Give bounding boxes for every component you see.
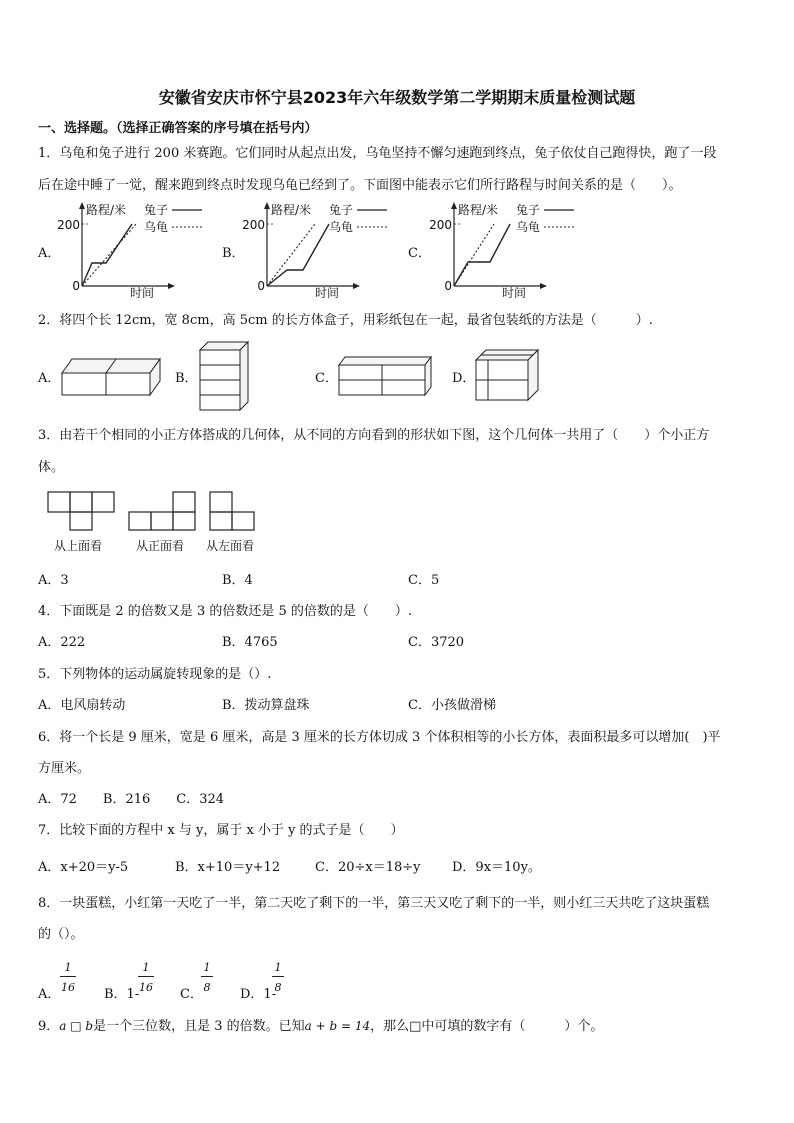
q7-option-d: D．9x＝10y。 <box>452 860 541 875</box>
tick-label-200: 200 <box>429 218 452 232</box>
q8-frac-d-num: 1 <box>274 961 282 974</box>
legend-rabbit-label: 兔子 <box>144 203 169 217</box>
q4-option-a: A．222 <box>38 635 86 650</box>
tick-label-0: 0 <box>444 279 452 293</box>
q3-option-b: B．4 <box>222 573 253 588</box>
legend-rabbit-label: 兔子 <box>516 203 541 217</box>
q7-option-a: A．x+20＝y-5 <box>38 860 129 875</box>
q1-graph-b <box>242 200 405 300</box>
q4-option-b: B．4765 <box>222 635 278 650</box>
y-axis-arrow <box>451 202 457 209</box>
tick-label-0: 0 <box>257 279 265 293</box>
q9-text-middle: 是一个三位数，且是 3 的倍数。已知 <box>93 1019 305 1034</box>
q8-option-a: A． <box>38 987 61 1002</box>
y-axis-label: 路程/米 <box>86 203 127 217</box>
q7-option-c: C．20÷x＝18÷y <box>315 860 421 875</box>
x-axis-label: 时间 <box>502 286 527 300</box>
legend-rabbit-label: 兔子 <box>329 203 354 217</box>
q1-line2: 后在途中睡了一觉，醒来跑到终点时发现乌龟已经到了。下面图中能表示它们所行路程与时间关系的是（ ）。 <box>38 178 682 193</box>
legend-turtle-label: 乌龟 <box>329 220 354 234</box>
q2-box-b <box>198 340 258 412</box>
q8-frac-b-den: 16 <box>139 981 153 994</box>
legend-turtle-label: 乌龟 <box>516 220 541 234</box>
q5-option-b: B．拨动算盘珠 <box>222 698 310 713</box>
q8-frac-c-num: 1 <box>203 961 211 974</box>
q2-option-d: D． <box>452 371 476 386</box>
q3-option-a: A．3 <box>38 573 69 588</box>
q1-option-a: A． <box>38 246 61 261</box>
q2-option-c: C． <box>315 371 338 386</box>
q8-frac-c-den: 8 <box>203 981 211 994</box>
q2-box-c <box>337 355 437 400</box>
q9-expression-digits: a □ b <box>59 1019 94 1033</box>
q9-text-tail: ，那么□中可填的数字有（ ）个。 <box>370 1019 604 1034</box>
q3-views-figure <box>46 490 276 530</box>
q8-option-c: C． <box>180 987 203 1002</box>
x-axis-arrow <box>540 283 547 289</box>
tick-label-0: 0 <box>72 279 80 293</box>
q3-view-top-label: 从上面看 <box>54 539 103 553</box>
q3-view-front-label: 从正面看 <box>136 539 185 553</box>
q8-frac-a-den: 16 <box>61 981 75 994</box>
turtle-path <box>267 224 315 286</box>
q8-frac-a-num: 1 <box>64 961 72 974</box>
q5-option-c: C．小孩做滑梯 <box>408 698 496 713</box>
y-axis-label: 路程/米 <box>271 203 312 217</box>
q3-line1: 3．由若干个相同的小正方体搭成的几何体，从不同的方向看到的形状如下图，这个几何体一共用了（ ）个小正方 <box>38 428 710 443</box>
q8-line1: 8．一块蛋糕，小红第一天吃了一半，第二天吃了剩下的一半，第三天又吃了剩下的一半，则小红三天共吃了这块蛋糕 <box>38 896 710 911</box>
y-axis-arrow <box>264 202 270 209</box>
section-heading: 一、选择题。（选择正确答案的序号填在括号内） <box>38 121 318 136</box>
q5-option-a: A．电风扇转动 <box>38 698 126 713</box>
x-axis-arrow <box>353 283 360 289</box>
q1-graph-c <box>429 200 592 300</box>
q2-box-d <box>474 348 544 404</box>
q3-view-left-label: 从左面看 <box>206 539 255 553</box>
q3-line2: 体。 <box>38 460 65 475</box>
legend-turtle-label: 乌龟 <box>144 220 169 234</box>
q9-expression-sum: a + b = 14 <box>304 1019 371 1033</box>
rabbit-path <box>454 224 510 286</box>
q2-option-b: B． <box>175 371 198 386</box>
tick-label-200: 200 <box>57 218 80 232</box>
q2-option-a: A． <box>38 371 61 386</box>
q8-frac-b-num: 1 <box>142 961 150 974</box>
q5-text: 5．下列物体的运动属旋转现象的是（）. <box>38 667 272 682</box>
x-axis-label: 时间 <box>130 286 155 300</box>
q3-option-c: C．5 <box>408 573 440 588</box>
q9-number: 9． <box>38 1019 60 1034</box>
q4-option-c: C．3720 <box>408 635 465 650</box>
q8-frac-d-den: 8 <box>274 981 282 994</box>
q7-option-b: B．x+10＝y+12 <box>175 860 281 875</box>
q2-text: 2．将四个长 12cm，宽 8cm，高 5cm 的长方体盒子，用彩纸包在一起，最省包装纸的方法是（ ）. <box>38 313 653 328</box>
rabbit-path <box>267 224 329 286</box>
rabbit-path <box>82 224 132 286</box>
q6-options: A．72 B．216 C．324 <box>38 792 225 807</box>
q6-line2: 方厘米。 <box>38 761 91 776</box>
page-title: 安徽省安庆市怀宁县2023年六年级数学第二学期期末质量检测试题 <box>158 88 636 107</box>
q1-line1: 1．乌龟和兔子进行 200 米赛跑。它们同时从起点出发，乌龟坚持不懈匀速跑到终点，兔子依仗自己跑得快，跑了一段 <box>38 146 717 161</box>
tick-label-200: 200 <box>242 218 265 232</box>
q1-option-c: C． <box>408 246 431 261</box>
q9-line <box>38 1020 603 1033</box>
q4-text: 4．下面既是 2 的倍数又是 3 的倍数还是 5 的倍数的是（ ）. <box>38 604 413 619</box>
q8-option-b: B．1- <box>104 987 140 1002</box>
q2-box-a <box>60 355 170 400</box>
y-axis-label: 路程/米 <box>458 203 499 217</box>
y-axis-arrow <box>79 202 85 209</box>
q6-line1: 6．将一个长是 9 厘米，宽是 6 厘米，高是 3 厘米的长方体切成 3 个体积相等的小长方体，表面积最多可以增加( )平 <box>38 730 721 745</box>
q1-graph-a <box>57 200 220 300</box>
q8-line2: 的（）。 <box>38 927 84 942</box>
x-axis-arrow <box>168 283 175 289</box>
q1-option-b: B． <box>222 246 245 261</box>
x-axis-label: 时间 <box>315 286 340 300</box>
q8-option-d: D．1- <box>240 987 277 1002</box>
q7-text: 7．比较下面的方程中 x 与 y，属于 x 小于 y 的式子是（ ） <box>38 823 404 838</box>
turtle-path <box>82 224 136 286</box>
